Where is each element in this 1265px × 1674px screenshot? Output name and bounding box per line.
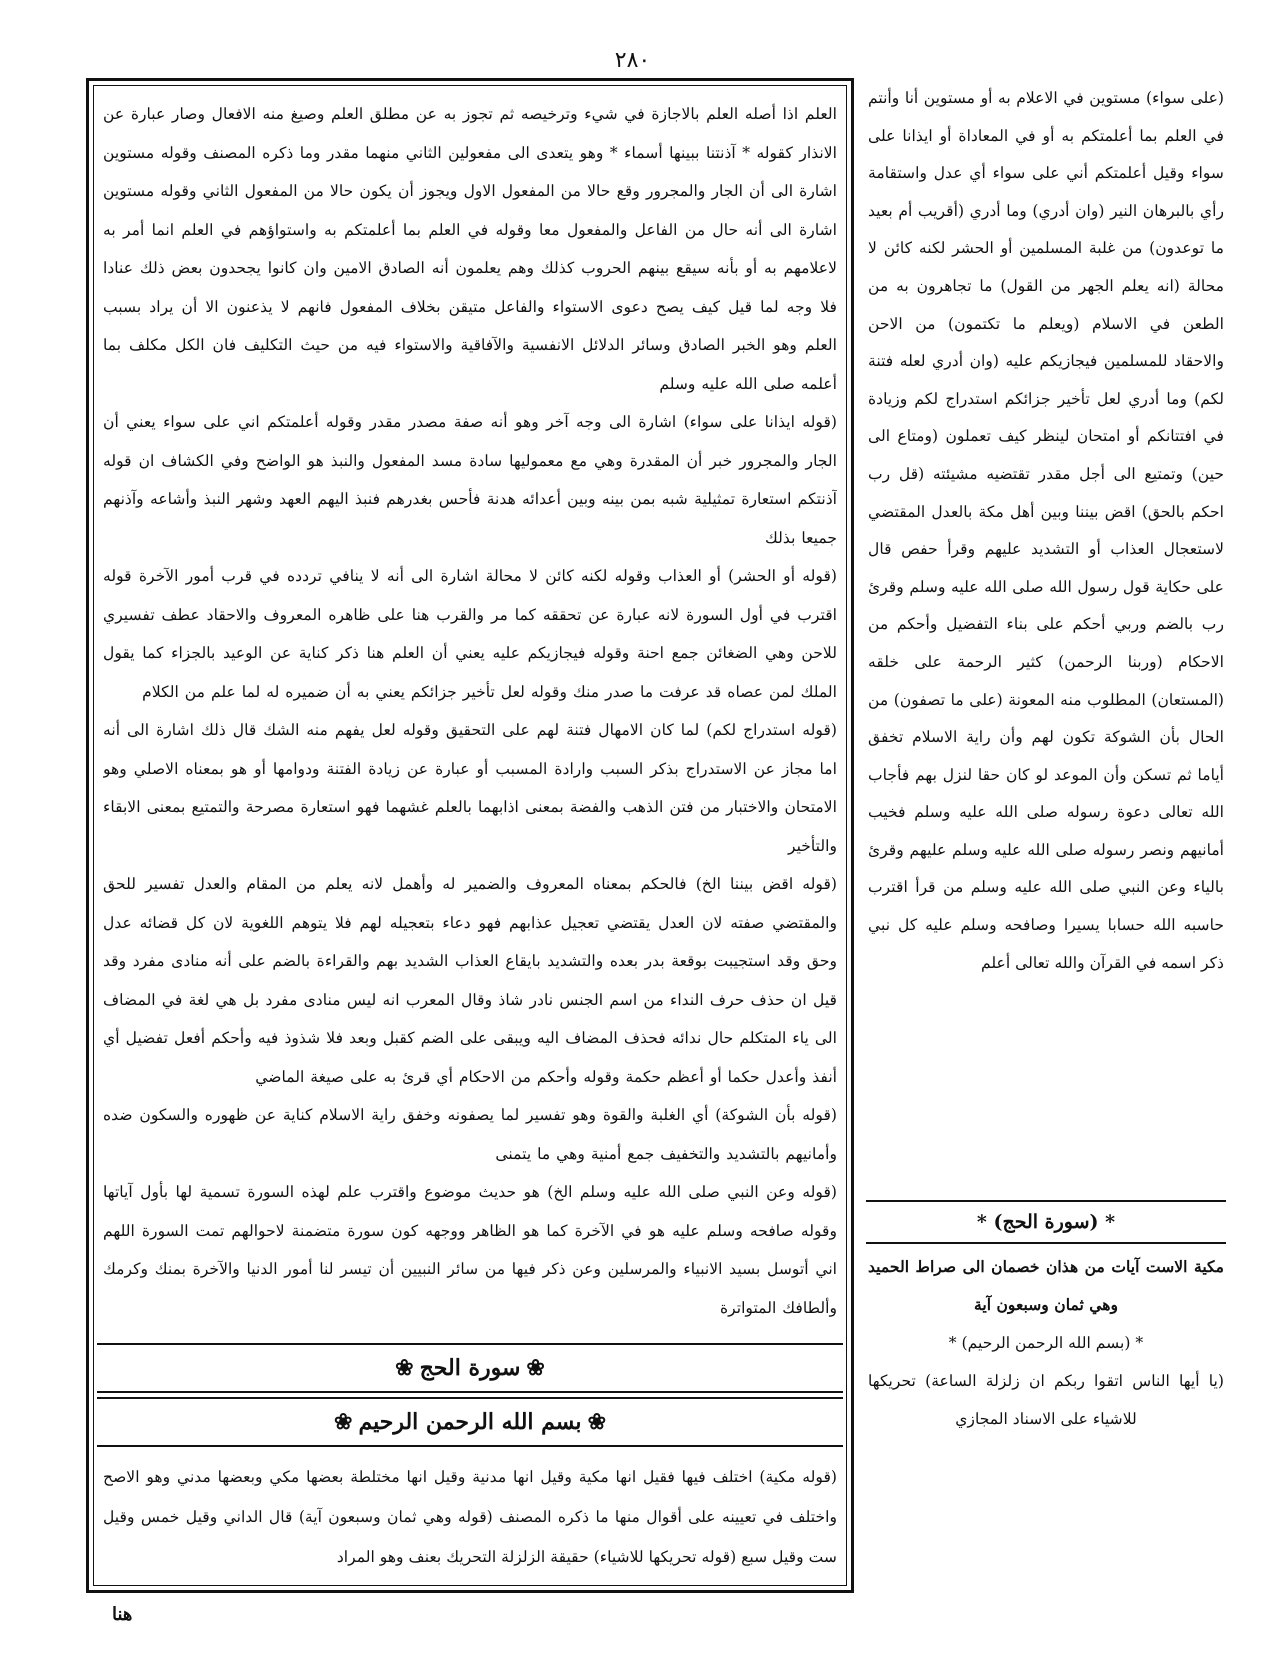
commentary-paragraph: (قوله استدراج لكم) لما كان الامهال فتنة لهم على التحقيق وقوله لعل يفهم منه الشك قال ذلك اشارة الى أنه اما مجاز عن الاستدراج بذكر السبب وارادة المسبب أو عبارة عن زيادة الفتنة ودوامها أو هو بمعناه الاصلي وهو الامتحان والاختبار من فتن الذهب والفضة بمعنى اذابهما بالعلم غشهما فهو استعارة مصرحة والتمتيع بمعنى الابقاء والتأخير	[103, 721, 837, 855]
side-surah-heading: * (سورة الحج) *	[976, 1211, 1116, 1233]
divider	[866, 1200, 1226, 1202]
commentary-paragraph: (قوله ايذانا على سواء) اشارة الى وجه آخر وهو أنه صفة مصدر مقدر وقوله أعلمتكم اني على سواء يعني أن الجار والمجرور خبر أن المقدرة وهي مع معموليها سادة مسد المفعول والنبذ هو الواضح وفي الكشاف ان قوله آذنتكم استعارة تمثيلية شبه بمن بينه وبين أعدائه هدنة فأحس بغدرهم فنبذ اليهم العهد وشهر النبذ وأشاعه وآذنهم جميعا بذلك	[103, 413, 837, 547]
basmala-text: بسم الله الرحمن الرحيم	[358, 1409, 582, 1435]
flower-ornament-icon: ❀	[395, 1355, 414, 1381]
divider	[866, 1242, 1226, 1244]
side-verse: (يا أيها الناس اتقوا ربكم ان زلزلة الساعة) تحريكها للاشياء على الاسناد المجازي	[868, 1372, 1224, 1428]
basmala-heading	[97, 1397, 843, 1447]
commentary-paragraph: (قوله اقض بيننا الخ) فالحكم بمعناه المعروف والضمير له وأهمل لانه يعلم من المقام والعدل تفسير للحق والمقتضي صفته لان العدل يقتضي تعجيل عذابهم فهو دعاء بتعجيله لهم فلا يتوهم اللغوية لان كل قضائه عدل وحق وقد استجيبت بوقعة بدر بعده والتشديد بايقاع العذاب الشديد بهم والقراءة بالضم على أنه منادى مفرد وقد قيل ان حذف حرف النداء من اسم الجنس نادر شاذ وقال المعرب انه ليس منادى مفرد بل هي لغة في المضاف الى ياء المتكلم حال ندائه فحذف المضاف اليه ويبقى على الضم كقبل وبعد فلا شذوذ فيه وأحكم أفعل تفضيل أي أنفذ وأعدل حكما أو أعظم حكمة وقوله وأحكم من الاحكام أي قرئ به على صيغة الماضي	[103, 875, 837, 1086]
page-number: ٢٨٠	[614, 48, 651, 73]
side-paragraph: (على سواء) مستوين في الاعلام به أو مستوين أنا وأنتم في العلم بما أعلمتكم به أو في المعاداة أو ايذانا على سواء وقيل أعلمتكم أني على سواء أي عدل واستقامة رأي بالبرهان النير (وان أدري) وما أدري (أقريب أم بعيد ما توعدون) من غلبة المسلمين أو الحشر لكنه كائن لا محالة (انه يعلم الجهر من القول) ما تجاهرون به من الطعن في الاسلام (ويعلم ما تكتمون) من الاحن والاحقاد للمسلمين فيجازيكم عليه (وان أدري لعله فتنة لكم) وما أدري لعل تأخير جزائكم استدراج لكم وزيادة في افتتانكم أو امتحان لينظر كيف تعملون (ومتاع الى حين) وتمتيع الى أجل مقدر تقتضيه مشيئته (قل رب احكم بالحق) اقض بيننا وبين أهل مكة بالعدل المقتضي لاستعجال العذاب أو التشديد عليهم وقرأ حفص قال على حكاية قول رسول الله صلى الله عليه وسلم وقرئ رب بالضم وربي أحكم على بناء التفضيل وأحكم من الاحكام (وربنا الرحمن) كثير الرحمة على خلقه (المستعان) المطلوب منه المعونة (على ما تصفون) من الحال بأن الشوكة تكون لهم وأن راية الاسلام تخفق أياما ثم تسكن وأن الموعد لو كان حقا لنزل بهم فأجاب الله تعالى دعوة رسوله صلى الله عليه وسلم فخيب أمانيهم ونصر رسوله صلى الله عليه وسلم عليهم وقرئ بالياء وعن النبي صلى الله عليه وسلم من قرأ اقترب حاسبه الله حسابا يسيرا وصافحه وسلم عليه كل نبي ذكر اسمه في القرآن والله تعالى أعلم	[868, 89, 1224, 972]
commentary-paragraph: (قوله بأن الشوكة) أي الغلبة والقوة وهو تفسير لما يصفونه وخفق راية الاسلام كناية عن ظهوره والسكون ضده وأمانيهم بالتشديد والتخفيف جمع أمنية وهي ما يتمنى	[103, 1106, 837, 1163]
surah-heading	[97, 1343, 843, 1393]
side-tafsir-text	[868, 80, 1224, 1190]
surah-title: سورة الحج	[419, 1355, 521, 1381]
flower-ornament-icon: ❀	[334, 1409, 353, 1435]
commentary-paragraph: (قوله أو الحشر) أو العذاب وقوله لكنه كائن لا محالة اشارة الى أنه لا ينافي تردده في قرب أمور الآخرة قوله اقترب في أول السورة لانه عبارة عن تحققه كما مر والقرب هنا على ظاهره المعروف والاحقاد عطف تفسيري للاحن وهي الضغائن جمع احنة وقوله فيجازيكم عليه يعني أن العلم هنا ذكر كناية عن الوعيد بالجزاء كما يقول الملك لمن عصاه قد عرفت ما صدر منك وقوله لعل تأخير جزائكم يعني به أن ضميره له لما علم من الكلام	[103, 567, 837, 701]
commentary-paragraph: العلم اذا أصله العلم بالاجازة في شيء وترخيصه ثم تجوز به عن مطلق العلم وصيغ منه الافعال وصار عبارة عن الانذار كقوله * آذنتنا ببينها أسماء * وهو يتعدى الى مفعولين الثاني منهما مقدر وما ذكره المصنف وقوله مستوين اشارة الى أن الجار والمجرور وقع حالا من المفعول الاول ويجوز أن يكون حالا من المفعول الثاني وقوله مستوين اشارة الى أنه حال من الفاعل والمفعول معا وقوله في العلم بما أعلمتكم به واستواؤهم في العلم انما أمر به لاعلامهم به أو بأنه سيقع بينهم الحروب كذلك وهم يعلمون أنه الصادق الامين وان كانوا يجحدون بعض ذلك عنادا فلا وجه لما قيل كيف يصح دعوى الاستواء والفاعل متيقن بخلاف المفعول فانهم لا يذعنون الا أن يراد بسبب العلم وهو الخبر الصادق وسائر الدلائل الانفسية والآفاقية والاستواء فيه من حيث التكليف فان الكل مكلف بما أعلمه صلى الله عليه وسلم	[103, 105, 837, 393]
flower-ornament-icon: ❀	[587, 1409, 606, 1435]
side-tafsir-text-continued	[868, 1248, 1224, 1548]
side-basmala: * (بسم الله الرحمن الرحيم) *	[948, 1334, 1144, 1352]
commentary-paragraph: (قوله وعن النبي صلى الله عليه وسلم الخ) هو حديث موضوع واقترب علم لهذه السورة تسمية لها بأول آياتها وقوله صافحه وسلم عليه هو في الآخرة كما هو الظاهر ووجهه كون سورة متضمنة لاحوالهم تمت السورة اللهم اني أتوسل بسيد الانبياء والمرسلين وعن ذكر فيها من سائر النبيين أن تيسر لنا أمور الدنيا والآخرة بمنك وكرمك وألطافك المتواترة	[103, 1183, 837, 1317]
commentary-text	[103, 95, 837, 1330]
main-commentary-frame	[86, 78, 854, 1593]
catchword: هنا	[112, 1604, 133, 1625]
surah-intro: مكية الاست آيات من هذان خصمان الى صراط الحميد وهي ثمان وسبعون آية	[868, 1257, 1224, 1314]
flower-ornament-icon: ❀	[526, 1355, 545, 1381]
commentary-paragraph: (قوله مكية) اختلف فيها فقيل انها مكية وقيل انها مدنية وقيل انها مختلطة بعضها مكي وبعضها مدني وهو الاصح واختلف في تعيينه على أقوال منها ما ذكره المصنف (قوله وهي ثمان وسبعون آية) قال الداني وقيل خمس وقيل ست وقيل سبع (قوله تحريكها للاشياء) حقيقة الزلزلة التحريك بعنف وهو المراد	[103, 1468, 837, 1566]
commentary-text-continued	[103, 1457, 837, 1585]
